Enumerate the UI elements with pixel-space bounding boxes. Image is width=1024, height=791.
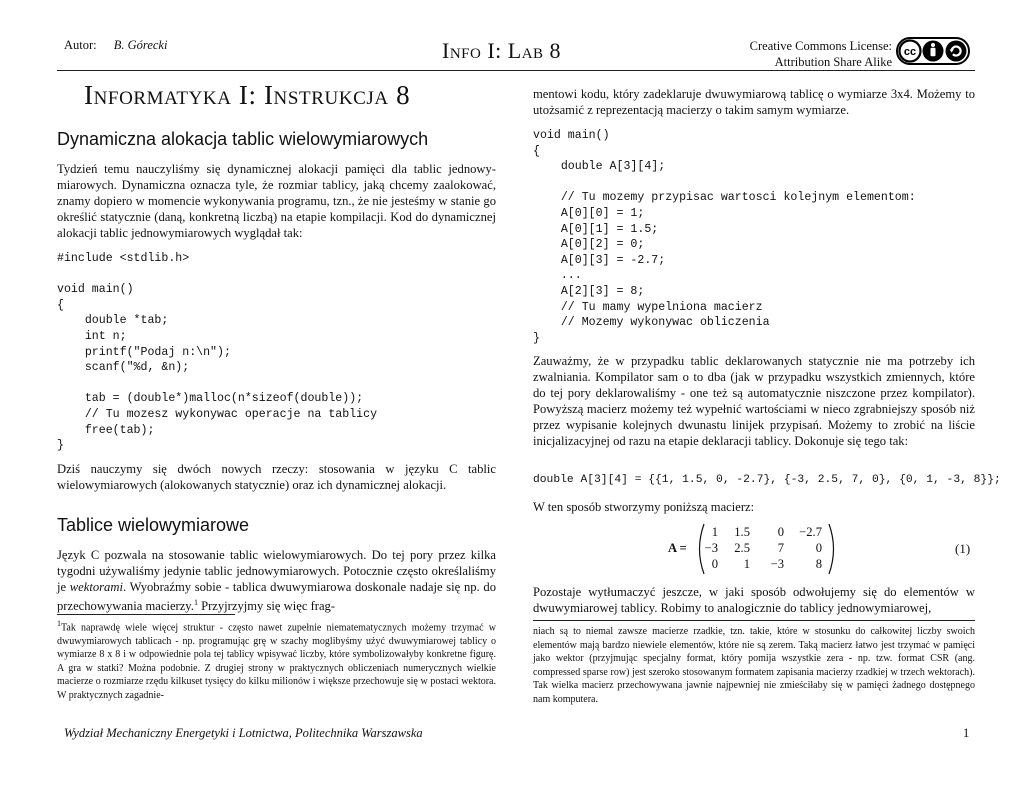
header-title: Info I: Lab 8 xyxy=(442,38,562,63)
author-name: B. Górecki xyxy=(113,38,168,52)
footnote-ref-1[interactable]: 1 xyxy=(193,598,198,607)
matrix-cell: 7 xyxy=(777,541,784,555)
footnote-right-continuation: niach są to niemal zawsze macierze rzadkie, tzn. takie, które w stosunku do całkowitej liczby swoich elementów mają bardzo niewiele elementów, które nie są zerem. Taką macierz łatwo jest trzymać w pamięci jako wektor (przyjmując specjalny format, który pomija wszystkie zera - np. tzw. format CSR (ang. compressed sparse row) jest szeroko stosowanym formatem zapisania macierzy rzadkiej w trzech wektorach). Tak wielka macierz przechowywana jawnie najpewniej nie zmieściłaby się w pamięci żadnego dostępnego nam komputera. xyxy=(533,626,975,705)
page-number: 1 xyxy=(963,726,970,740)
paragraph-access: Pozostaje wytłumaczyć jeszcze, w jaki sposób odwołujemy się do elementów w dwuwymiarowej tablicy. Robimy to analogicznie do tablicy jednowymiarowej, xyxy=(533,585,975,615)
matrix-cell: 0 xyxy=(777,525,784,539)
matrix-cell: 1.5 xyxy=(734,525,750,539)
footnote-left-text: Tak naprawdę wiele więcej struktur - często nawet zupełnie niematematycznych możemy trzymać w dwuwymiarowych tablicach - np. programując grę w szachy moglibyśmy użyć dwuwymiarowej tablicy o wymiarze 8 x 8 i w odpowiednie pola tej tablicy wpisywać liczby, które symbolizowałyby konkretne figurę. A gra w statki? Można podobnie. Z drugiej strony w praktycznych obliczeniach numerycznych wielkie macierze o rozmiarze rzędu kilkuset tysięcy do kilku milionów i większe przechowuje się w postaci wektora. W praktycznych zagadnie- xyxy=(57,622,496,701)
paragraph-matrix-intro: W ten sposób stworzymy poniższą macierz: xyxy=(533,500,755,514)
code-block-initializer: double A[3][4] = {{1, 1.5, 0, -2.7}, {-3, 2.5, 7, 0}, {0, 1, -3, 8}}; xyxy=(533,474,1001,486)
code-block-malloc: #include <stdlib.h> void main() { double *tab; int n; printf("Podaj n:\n"); scanf("%d, &n); tab = (double*)malloc(n*sizeof(double)); // Tu mozesz wykonywac operacje na tablicy free(tab); } xyxy=(57,252,378,453)
license-line-1: Creative Commons License: xyxy=(749,39,892,53)
footnote-mark-1: 1 xyxy=(57,619,61,628)
matrix-cell: 1 xyxy=(711,525,718,539)
license-line-2: Attribution Share Alike xyxy=(774,55,892,69)
matrix-row xyxy=(702,524,824,540)
matrix-cell: 1 xyxy=(743,557,750,571)
matrix-cell: 8 xyxy=(815,557,822,571)
paragraph-multidim xyxy=(57,547,496,614)
author-line xyxy=(64,38,167,53)
paragraph-multidim-part-b: . Wyobraźmy sobie - tablica dwuwymiarowa doskonale nadaje się np. do przechowywania macierzy. xyxy=(57,580,496,614)
paragraph-multidim-part-a: Język C pozwala na stosowanie tablic wielowymiarowych. Do tej pory przez kilka tygodni używaliśmy jedynie tablic jednowymiarowych. Potocznie często określaliśmy je xyxy=(57,548,496,594)
paragraph-static-note: Zauważmy, że w przypadku tablic deklarowanych statycznie nie ma potrzeby ich zwalniania. Kompilator sam o to dba (jak w przypadku wszystkich zmiennych, które do tej pory deklarowaliśmy - one też są automatycznie niszczone przez kompilator). Powyższą macierz możemy też wypełnić wartościami w nieco zgrabniejszy sposób niż przez wypisanie kolejnych dwunastu linijek przypisań. Możemy to zrobić na liście inicjalizacyjnej od razu na etapie deklaracji tablicy. Dokonuje się tego tak: xyxy=(533,354,975,448)
matrix-cell: 0 xyxy=(711,557,718,571)
matrix-table xyxy=(702,524,824,572)
code-block-static-array: void main() { double A[3][4]; // Tu mozemy przypisac wartosci kolejnym elementom: A[0][0] = 1; A[0][1] = 1.5; A[0][2] = 0; A[0][3] = -2.7; ... A[2][3] = 8; // Tu mamy wypelniona macierz // Mozemy wykonywac obliczenia } xyxy=(533,129,916,345)
svg-text:cc: cc xyxy=(903,46,917,58)
footer-affiliation: Wydział Mechaniczny Energetyki i Lotnictwa, Politechnika Warszawska xyxy=(64,726,423,740)
matrix-cell: −3 xyxy=(704,541,718,555)
matrix-row xyxy=(702,540,824,556)
cc-by-sa-logo-icon xyxy=(896,37,970,65)
paragraph-multidim-part-c: Przyjrzyjmy się więc frag- xyxy=(197,599,336,614)
term-wektorami: wektorami xyxy=(69,580,123,594)
footnote-rule-right xyxy=(533,620,975,621)
paragraph-today: Dziś nauczymy się dwóch nowych rzeczy: stosowania w języku C tablic wielowymiarowych (alokowanych statycznie) oraz ich dynamicznej alokacji. xyxy=(57,462,496,492)
matrix-cell: 2.5 xyxy=(734,541,750,555)
matrix-cell: −3 xyxy=(770,557,784,571)
footnote-left xyxy=(57,617,496,702)
matrix-label: A = xyxy=(668,541,687,555)
license-text xyxy=(750,38,892,70)
header-rule xyxy=(57,70,975,71)
right-paren-icon xyxy=(828,523,838,575)
section-heading-multidim-arrays: Tablice wielowymiarowe xyxy=(57,515,250,535)
section-heading-dynamic-allocation: Dynamiczna alokacja tablic wielowymiarowych xyxy=(57,129,429,149)
equation-number: (1) xyxy=(955,541,971,556)
document-title: Informatyka I: Instrukcja 8 xyxy=(84,80,411,110)
author-label: Autor: xyxy=(64,38,97,52)
matrix-equation xyxy=(668,523,848,575)
paragraph-3x4: mentowi kodu, który zadeklaruje dwuwymiarową tablicę o wymiarze 3x4. Możemy to utożsamić z reprezentacją macierzy o takim samym wymiarze. xyxy=(533,87,975,117)
footnote-rule-left xyxy=(57,614,235,615)
matrix-row xyxy=(702,556,824,572)
paragraph-intro: Tydzień temu nauczyliśmy się dynamicznej alokacji pamięci dla tablic jednowy-miarowych. Dynamiczna oznacza tyle, że rozmiar tablicy, jaką chcemy zaalokować, znamy dopiero w momencie wykonywania programu, tzn., że nie jesteśmy w stanie go określić statycznie (daną, konkretną liczbą) na etapie kompilacji. Kod do dynamicznej alokacji tablic jednowymiarowych wyglądał tak: xyxy=(57,162,496,240)
matrix-cell: 0 xyxy=(815,541,822,555)
matrix-cell: −2.7 xyxy=(799,525,822,539)
